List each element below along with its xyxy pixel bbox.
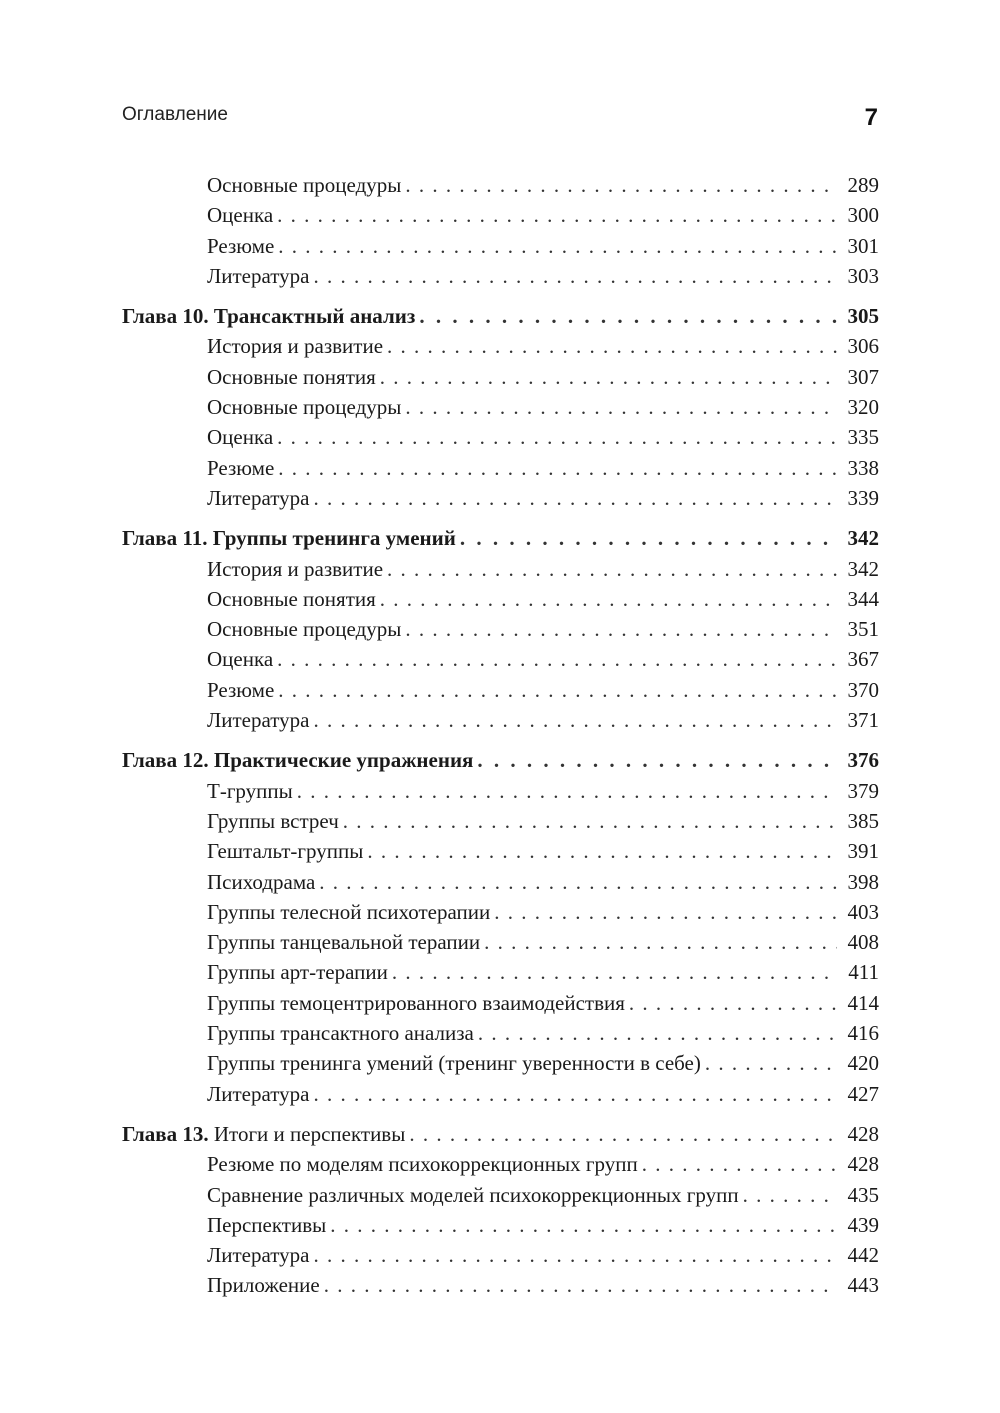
toc-entry[interactable] [122, 867, 879, 897]
toc-page-number: 301 [847, 233, 879, 258]
chapter-title: Итоги и перспективы [213, 1121, 406, 1146]
toc-entry[interactable] [122, 261, 879, 291]
dot-leader [392, 957, 837, 987]
toc-page-number: 320 [847, 395, 879, 420]
toc-page-number: 443 [847, 1273, 879, 1298]
toc-page-number: 370 [847, 677, 879, 702]
toc-entry-title [122, 301, 415, 331]
toc-entry[interactable] [122, 644, 879, 674]
toc-entry-title [122, 523, 456, 553]
toc-page-number: 428 [847, 1121, 879, 1146]
dot-leader [278, 675, 837, 705]
dot-leader [313, 261, 837, 291]
dot-leader [313, 483, 837, 513]
page-number: 7 [864, 104, 878, 131]
chapter-label: Глава 11. [122, 526, 208, 551]
toc-entry[interactable] [122, 1270, 879, 1300]
chapter-label: Глава 12. [122, 748, 209, 773]
toc-entry[interactable] [122, 1240, 879, 1270]
dot-leader [460, 523, 837, 553]
dot-leader [405, 170, 837, 200]
dot-leader [380, 362, 837, 392]
toc-entry-title: Гештальт-группы [207, 839, 364, 864]
toc-page-number: 305 [847, 304, 879, 329]
dot-leader [478, 1018, 837, 1048]
chapter-title: Группы тренинга умений [212, 526, 456, 551]
dot-leader [278, 453, 837, 483]
toc-entry-title: Оценка [207, 425, 274, 450]
toc-page-number: 376 [847, 748, 879, 773]
toc-chapter-entry[interactable] [122, 301, 879, 331]
toc-page-number: 307 [847, 364, 879, 389]
toc-page-number: 338 [847, 455, 879, 480]
toc-chapter-entry[interactable] [122, 745, 879, 775]
toc-page-number: 439 [847, 1212, 879, 1237]
toc-entry[interactable] [122, 614, 879, 644]
toc-entry-title: Литература [207, 1243, 310, 1268]
toc-entry[interactable] [122, 200, 879, 230]
toc-entry-title: Резюме по моделям психокоррекционных групп [207, 1152, 638, 1177]
toc-entry[interactable] [122, 675, 879, 705]
dot-leader [743, 1180, 837, 1210]
toc-entry[interactable] [122, 1149, 879, 1179]
toc-entry-title: Психодрама [207, 869, 316, 894]
toc-entry-title [122, 745, 473, 775]
toc-entry-title: Основные процедуры [207, 395, 402, 420]
toc-entry-title: Оценка [207, 647, 274, 672]
dot-leader [477, 745, 837, 775]
dot-leader [297, 776, 837, 806]
toc-entry-title: Перспективы [207, 1212, 327, 1237]
toc-entry[interactable] [122, 836, 879, 866]
toc-page-number: 371 [847, 708, 879, 733]
toc-entry[interactable] [122, 231, 879, 261]
toc-page-number: 416 [847, 1021, 879, 1046]
dot-leader [484, 927, 837, 957]
toc-page-number: 367 [847, 647, 879, 672]
toc-page-number: 428 [847, 1152, 879, 1177]
toc-page-number: 339 [847, 485, 879, 510]
toc-page-number: 391 [847, 839, 879, 864]
toc-entry[interactable] [122, 957, 879, 987]
toc-entry-title: Литература [207, 263, 310, 288]
toc-entry[interactable] [122, 1079, 879, 1109]
toc-entry-title: Т-группы [207, 778, 293, 803]
toc-entry-title: Группы арт-терапии [207, 960, 388, 985]
toc-page-number: 289 [847, 173, 879, 197]
toc-entry[interactable] [122, 584, 879, 614]
toc-entry-title: Сравнение различных моделей психокоррекционных групп [207, 1182, 739, 1207]
toc-entry-title: Группы тренинга умений (тренинг уверенности в себе) [207, 1051, 701, 1076]
dot-leader [277, 644, 837, 674]
toc-page-number: 403 [847, 899, 879, 924]
chapter-title: Практические упражнения [213, 748, 474, 773]
toc-page-number: 408 [847, 930, 879, 955]
dot-leader [629, 988, 837, 1018]
dot-leader [380, 584, 837, 614]
toc-entry[interactable] [122, 776, 879, 806]
toc-entry-title: Основные процедуры [207, 173, 402, 197]
toc-page-number: 300 [847, 203, 879, 228]
toc-page-number: 385 [847, 808, 879, 833]
toc-page-number: 427 [847, 1081, 879, 1106]
dot-leader [419, 301, 837, 331]
dot-leader [387, 331, 837, 361]
toc-entry-title: История и развитие [207, 556, 384, 581]
toc-page-number: 335 [847, 425, 879, 450]
dot-leader [367, 836, 837, 866]
toc-page-number: 303 [847, 263, 879, 288]
table-of-contents [122, 170, 879, 1301]
toc-entry-title: Оценка [207, 203, 274, 228]
toc-chapter-entry[interactable] [122, 1119, 879, 1149]
dot-leader [705, 1048, 837, 1078]
running-head: Оглавление [122, 104, 228, 125]
toc-page-number: 306 [847, 334, 879, 359]
dot-leader [409, 1119, 837, 1149]
toc-entry[interactable] [122, 392, 879, 422]
dot-leader [405, 614, 837, 644]
toc-entry[interactable] [122, 170, 879, 200]
toc-entry[interactable] [122, 705, 879, 735]
toc-entry[interactable] [122, 483, 879, 513]
dot-leader [330, 1210, 837, 1240]
dot-leader [642, 1149, 837, 1179]
toc-page-number: 342 [847, 526, 879, 551]
toc-page-number: 414 [847, 990, 879, 1015]
toc-entry[interactable] [122, 897, 879, 927]
dot-leader [324, 1270, 837, 1300]
toc-entry[interactable] [122, 362, 879, 392]
dot-leader [405, 392, 837, 422]
chapter-title: Трансактный анализ [213, 304, 416, 329]
chapter-label: Глава 10. [122, 304, 209, 329]
toc-entry-title: Литература [207, 1081, 310, 1106]
toc-entry[interactable] [122, 927, 879, 957]
toc-entry[interactable] [122, 1210, 879, 1240]
dot-leader [277, 422, 837, 452]
toc-page-number: 435 [847, 1182, 879, 1207]
toc-page-number: 351 [847, 617, 879, 642]
toc-entry-title: Резюме [207, 455, 275, 480]
chapter-label: Глава 13. [122, 1121, 209, 1146]
toc-entry-title: Группы встреч [207, 808, 339, 833]
toc-entry[interactable] [122, 1048, 879, 1078]
dot-leader [277, 200, 837, 230]
toc-entry-title: Литература [207, 708, 310, 733]
toc-page-number: 411 [848, 960, 879, 985]
toc-entry[interactable] [122, 806, 879, 836]
dot-leader [343, 806, 837, 836]
toc-entry-title: Литература [207, 485, 310, 510]
toc-entry[interactable] [122, 1018, 879, 1048]
toc-page-number: 344 [847, 586, 879, 611]
toc-entry[interactable] [122, 331, 879, 361]
dot-leader [313, 705, 837, 735]
toc-page-number: 420 [847, 1051, 879, 1076]
dot-leader [387, 554, 837, 584]
dot-leader [278, 231, 837, 261]
toc-entry-title: Резюме [207, 233, 275, 258]
dot-leader [494, 897, 837, 927]
toc-entry-title: Приложение [207, 1273, 320, 1298]
toc-page-number: 398 [847, 869, 879, 894]
toc-chapter-entry[interactable] [122, 523, 879, 553]
toc-entry[interactable] [122, 422, 879, 452]
toc-page-number: 379 [847, 778, 879, 803]
toc-entry-title: Группы телесной психотерапии [207, 899, 491, 924]
dot-leader [313, 1079, 837, 1109]
toc-entry-title: История и развитие [207, 334, 384, 359]
toc-page-number: 342 [847, 556, 879, 581]
toc-entry-title: Группы танцевальной терапии [207, 930, 481, 955]
toc-entry[interactable] [122, 554, 879, 584]
toc-entry-title: Группы темоцентрированного взаимодействия [207, 990, 625, 1015]
toc-entry-title: Основные понятия [207, 364, 376, 389]
toc-page-number: 442 [847, 1243, 879, 1268]
toc-entry[interactable] [122, 453, 879, 483]
toc-entry-title: Основные процедуры [207, 617, 402, 642]
toc-entry-title [122, 1119, 405, 1149]
toc-entry-title: Резюме [207, 677, 275, 702]
dot-leader [313, 1240, 837, 1270]
toc-entry-title: Основные понятия [207, 586, 376, 611]
toc-entry[interactable] [122, 1180, 879, 1210]
toc-entry[interactable] [122, 988, 879, 1018]
dot-leader [319, 867, 837, 897]
toc-entry-title: Группы трансактного анализа [207, 1021, 474, 1046]
